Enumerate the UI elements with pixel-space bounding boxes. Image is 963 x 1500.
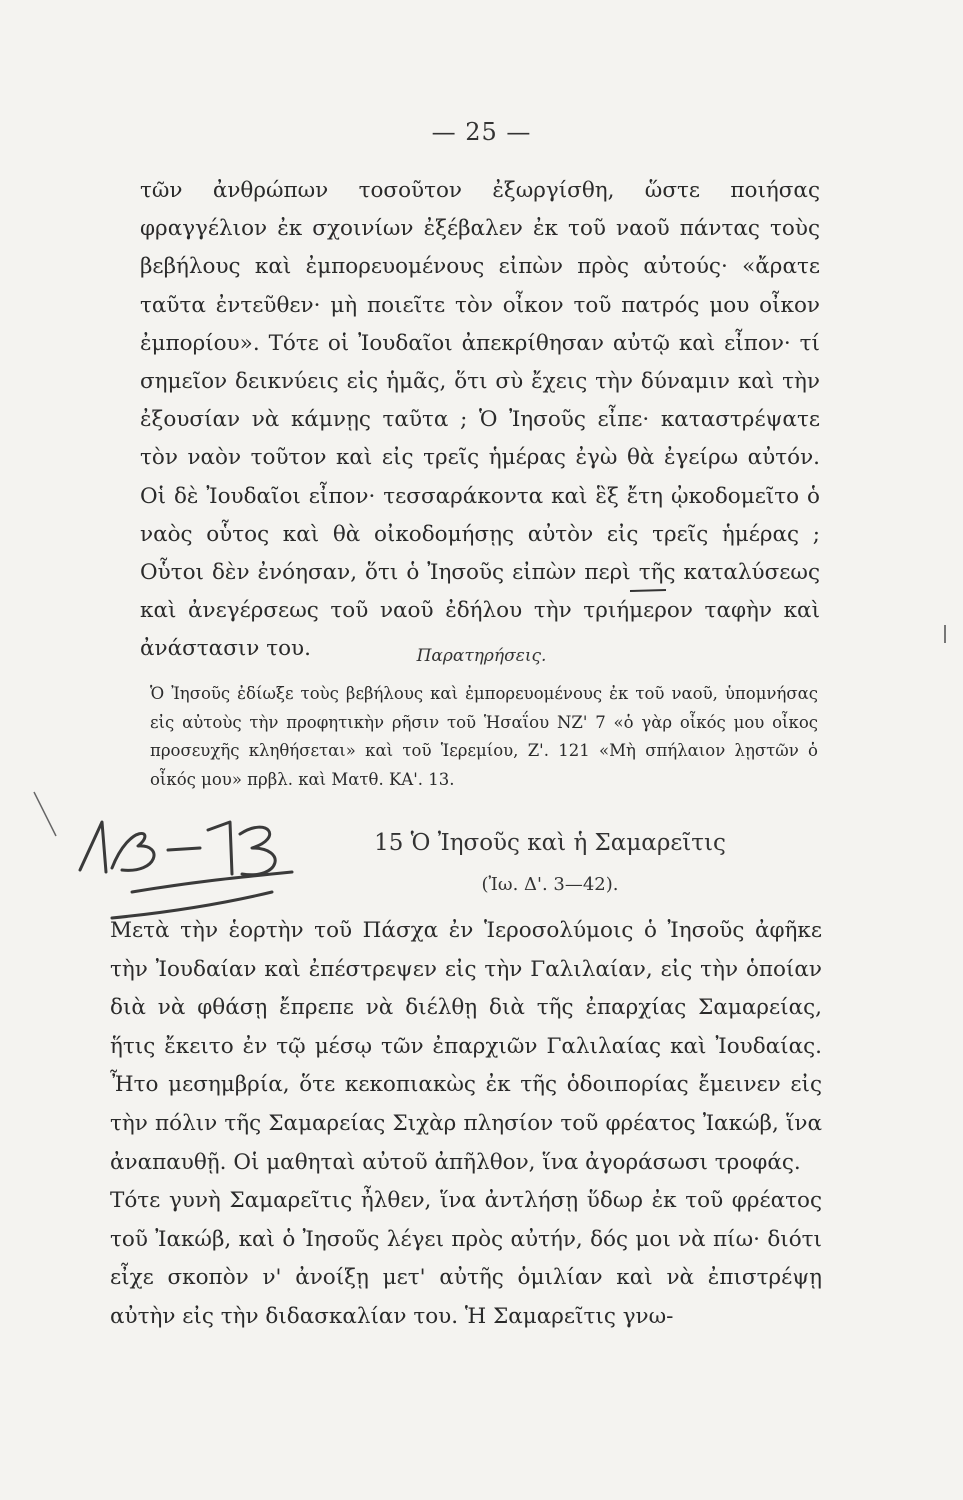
notes-text: Ὁ Ἰησοῦς ἐδίωξε τοὺς βεβήλους καὶ ἐμπορευομένους ἐκ τοῦ ναοῦ, ὑπομνήσας εἰς αὐτοὺς τὴν προφητικὴν ρῆσιν τοῦ Ἡσαΐου ΝΖ' 7 «ὁ γὰρ οἶκός μου οἶκος προσευχῆς κληθήσεται» καὶ τοῦ Ἱερεμίου, Ζ'. 121 «Μὴ σπήλαιον λῃστῶν ὁ οἶκός μου» πρβλ. καὶ Ματθ. ΚΑ'. 13.: [150, 684, 818, 789]
dash-mark: [628, 586, 668, 596]
section-reference: (Ἰω. Δ'. 3—42).: [481, 874, 619, 895]
main-paragraph: τῶν ἀνθρώπων τοσοῦτον ἐξωργίσθη, ὥστε ποιήσας φραγγέλιον ἐκ σχοινίων ἐξέβαλεν ἐκ τοῦ ναοῦ πάντας τοὺς βεβήλους καὶ ἐμπορευομένους εἰπὼν πρὸς αὐτούς· «ἄρατε ταῦτα ἐντεῦθεν· μὴ ποιεῖτε τὸν οἶκον τοῦ πατρός μου οἶκον ἐμπορίου». Τότε οἱ Ἰουδαῖοι ἀπεκρίθησαν αὐτῷ καὶ εἶπον· τί σημεῖον δεικνύεις εἰς ἡμᾶς, ὅτι σὺ ἔχεις τὴν δύναμιν καὶ τὴν ἐξουσίαν νὰ κάμνῃς ταῦτα ; Ὁ Ἰησοῦς εἶπε· καταστρέψατε τὸν ναὸν τοῦτον καὶ εἰς τρεῖς ἡμέρας ἐγὼ θὰ ἐγείρω αὐτόν. Οἱ δὲ Ἰουδαῖοι εἶπον· τεσσαράκοντα καὶ ἓξ ἔτη ᾠκοδομεῖτο ὁ ναὸς οὗτος καὶ θὰ οἰκοδομήσῃς αὐτὸν εἰς τρεῖς ἡμέρας ; Οὗτοι δὲν ἐνόησαν, ὅτι ὁ Ἰησοῦς εἰπὼν περὶ τῆς καταλύσεως καὶ ἀνεγέρσεως τοῦ ναοῦ ἐδήλου τὴν τριήμερον ταφὴν καὶ ἀνάστασιν του.: [140, 178, 820, 662]
slash-mark: [30, 790, 60, 840]
section-text-block: [110, 912, 822, 1337]
page-number: — 25 —: [431, 118, 532, 146]
margin-mark: [942, 624, 948, 644]
section-title: 15 Ὁ Ἰησοῦς καὶ ἡ Σαμαρεῖτις: [374, 830, 726, 856]
main-text-block: [140, 172, 820, 669]
section-paragraph-2: Τότε γυνὴ Σαμαρεῖτις ἦλθεν, ἵνα ἀντλήσῃ ὕδωρ ἐκ τοῦ φρέατος τοῦ Ἰακώβ, καὶ ὁ Ἰησοῦς λέγει πρὸς αὐτήν, δός μοι νὰ πίω· διότι εἶχε σκοπὸν ν' ἀνοίξῃ μετ' αὐτῆς ὁμιλίαν καὶ νὰ ἐπιστρέψῃ αὐτὴν εἰς τὴν διδασκαλίαν του. Ἡ Σαμαρεῖτις γνω-: [110, 1188, 822, 1329]
notes-heading: Παρατηρήσεις.: [416, 646, 547, 666]
section-paragraph-1: Μετὰ τὴν ἑορτὴν τοῦ Πάσχα ἐν Ἱεροσολύμοις ὁ Ἰησοῦς ἀφῆκε τὴν Ἰουδαίαν καὶ ἐπέστρεψεν εἰς τὴν Γαλιλαίαν, εἰς τὴν ὁποίαν διὰ νὰ φθάσῃ ἔπρεπε νὰ διέλθῃ διὰ τῆς ἐπαρχίας Σαμαρείας, ἥτις ἔκειτο ἐν τῷ μέσῳ τῶν ἐπαρχιῶν Γαλιλαίας καὶ Ἰουδαίας. Ἦτο μεσημβρία, ὅτε κεκοπιακὼς ἐκ τῆς ὁδοιπορίας ἔμεινεν εἰς τὴν πόλιν τῆς Σαμαρείας Σιχὰρ πλησίον τοῦ φρέατος Ἰακώβ, ἵνα ἀναπαυθῇ. Οἱ μαθηταὶ αὐτοῦ ἀπῆλθον, ἵνα ἀγοράσωσι τροφάς.: [110, 918, 822, 1175]
